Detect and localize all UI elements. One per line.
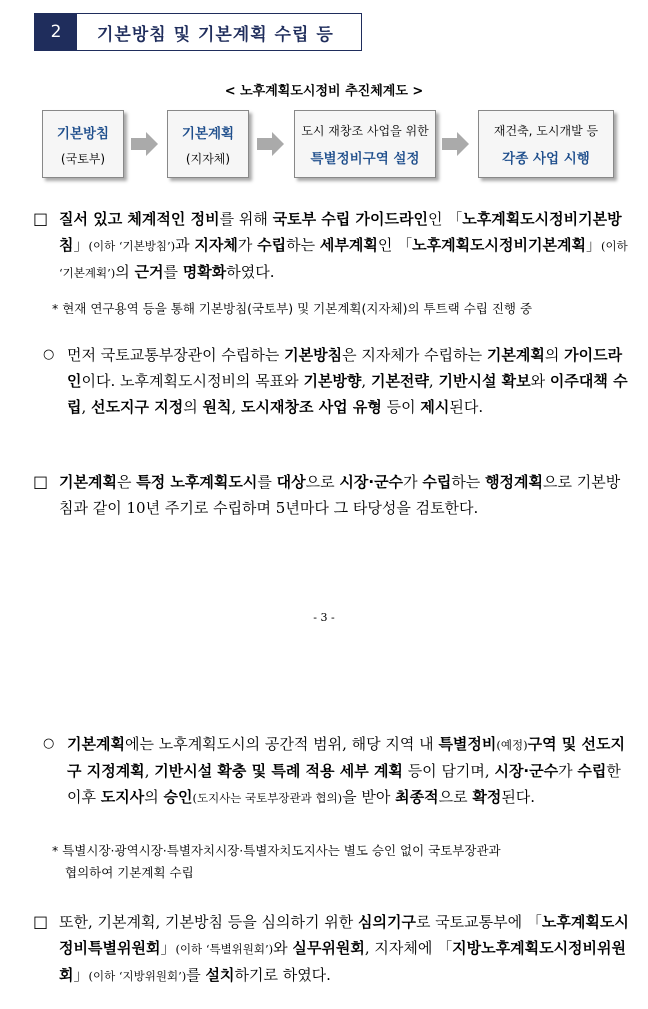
footnote-line: * 특별시장·광역시장·특별자치시장·특별자치도지사는 별도 승인 없이 국토부장관과 <box>52 843 501 858</box>
paragraph-committees: 또한, 기본계획, 기본방침 등을 심의하기 위한 심의기구로 국토교통부에 「노후계획도시정비특별위원회」(이하 ‘특별위원회’)와 실무위원회, 지자체에 「지방노후계획도시정비위원회」(이하 ‘지방위원회’)를 설치하기로 하였다. <box>59 913 629 984</box>
arrow-right-icon <box>257 130 285 158</box>
page-number: - 3 - <box>313 611 335 624</box>
footnote-metropolitan-exception <box>52 840 637 884</box>
arrow-right-icon <box>442 130 470 158</box>
box-marker: □ <box>33 912 49 931</box>
footnote-line: 협의하여 기본계획 수립 <box>65 865 194 880</box>
flow-box-basic-policy <box>42 110 124 178</box>
flow-box-special-zone <box>294 110 436 178</box>
flow-box-title: 기본방침 <box>56 125 110 142</box>
arrow-right-icon <box>131 130 159 158</box>
bullet-basic-plan-contents: 기본계획에는 노후계획도시의 공간적 범위, 해당 지역 내 특별정비(예정)구역 및 선도지구 지정계획, 기반시설 확충 및 특례 적용 세부 계획 등이 담기며, 시장·군수가 수립한 이후 도지사의 승인(도지사는 국토부장관과 협의)을 받아 최종적으로 확정된다. <box>67 735 625 806</box>
section-title: 기본방침 및 기본계획 수립 등 <box>97 24 334 45</box>
flow-box-title: 각종 사업 시행 <box>502 150 590 167</box>
flow-box-subtitle: 재건축, 도시개발 등 <box>493 123 599 138</box>
box-marker: □ <box>33 209 49 228</box>
flow-box-subtitle: (국토부) <box>60 151 106 166</box>
section-header <box>34 13 362 51</box>
box-marker: □ <box>33 472 49 491</box>
paragraph-basic-policy-and-plan: 질서 있고 체계적인 정비를 위해 국토부 수립 가이드라인인 「노후계획도시정비기본방침」(이하 ‘기본방침’)과 지자체가 수립하는 세부계획인 「노후계획도시정비기본계획」(이하 ‘기본계획’)의 근거를 명확화하였다. <box>59 210 628 281</box>
bullet-basic-policy-guideline: 먼저 국토교통부장관이 수립하는 기본방침은 지자체가 수립하는 기본계획의 가이드라인이다. 노후계획도시정비의 목표와 기본방향, 기본전략, 기반시설 확보와 이주대책 수립, 선도지구 지정의 원칙, 도시재창조 사업 유형 등이 제시된다. <box>67 346 628 416</box>
flow-box-subtitle: (지자체) <box>185 151 231 166</box>
circle-marker: ○ <box>43 347 55 362</box>
section-number: 2 <box>35 14 77 50</box>
flow-box-title: 특별정비구역 설정 <box>310 150 420 167</box>
flow-box-basic-plan <box>167 110 249 178</box>
footnote-two-track: * 현재 연구용역 등을 통해 기본방침(국토부) 및 기본계획(지자체)의 투트랙 수립 진행 중 <box>52 301 533 316</box>
circle-marker: ○ <box>43 736 55 751</box>
flow-box-title: 기본계획 <box>181 125 235 142</box>
paragraph-basic-plan: 기본계획은 특정 노후계획도시를 대상으로 시장·군수가 수립하는 행정계획으로 기본방침과 같이 10년 주기로 수립하며 5년마다 그 타당성을 검토한다. <box>59 473 621 517</box>
diagram-caption: < 노후계획도시정비 추진체계도 > <box>224 84 424 99</box>
flow-box-subtitle: 도시 재창조 사업을 위한 <box>301 123 429 138</box>
flow-box-project-execution <box>478 110 614 178</box>
